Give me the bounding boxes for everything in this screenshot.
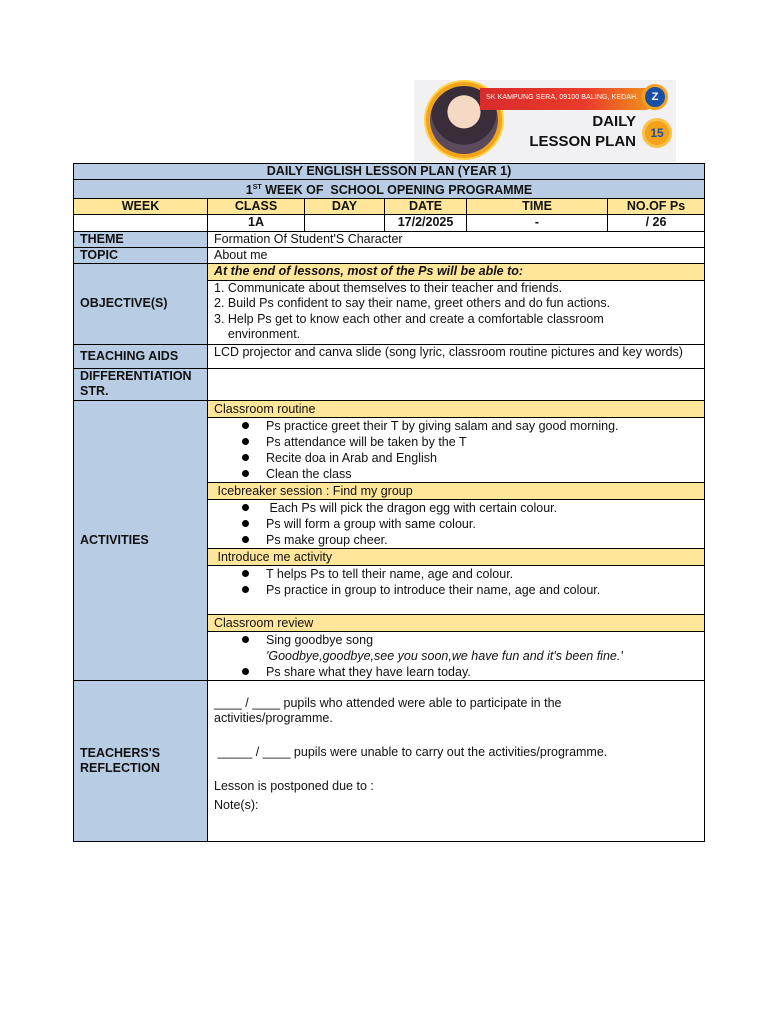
differentiation-label: DIFFERENTIATION STR. <box>74 368 208 400</box>
school-logo-icon: Z <box>642 84 668 110</box>
activities-row <box>74 400 705 680</box>
theme-value[interactable]: Formation Of Student'S Character <box>208 232 705 248</box>
routine-list <box>214 418 698 482</box>
col-day: DAY <box>305 199 385 215</box>
value-date[interactable]: 17/2/2025 <box>385 215 467 232</box>
value-class[interactable]: 1A <box>208 215 305 232</box>
list-item: Ps practice in group to introduce their name, age and colour. <box>266 582 698 598</box>
plan-title-row <box>74 164 705 180</box>
activities-cell[interactable] <box>208 400 705 680</box>
col-week: WEEK <box>74 199 208 215</box>
introduce-title: Introduce me activity <box>208 549 704 566</box>
list-item: Ps share what they have learn today. <box>266 664 698 680</box>
col-class: CLASS <box>208 199 305 215</box>
col-pupils: NO.OF Ps <box>608 199 705 215</box>
objective-cell[interactable] <box>208 264 705 345</box>
value-week[interactable] <box>74 215 208 232</box>
reflection-line-1: ____ / ____ pupils who attended were able to participate in the activities/programme. <box>214 695 562 725</box>
banner-title <box>520 112 636 152</box>
differentiation-value[interactable] <box>208 368 705 400</box>
value-day[interactable] <box>305 215 385 232</box>
differentiation-row <box>74 368 705 400</box>
list-item: Ps attendance will be taken by the T <box>266 434 698 450</box>
week-title-row <box>74 180 705 199</box>
col-time: TIME <box>467 199 608 215</box>
list-item: Ps will form a group with same colour. <box>266 516 698 532</box>
school-name: SK KAMPUNG SERA, 09100 BALING, KEDAH. <box>486 94 639 101</box>
activities-label: ACTIVITIES <box>74 400 208 680</box>
review-list-2 <box>214 664 698 680</box>
fifteen-logo-icon: 15 <box>642 118 672 148</box>
col-date: DATE <box>385 199 467 215</box>
aids-value[interactable]: LCD projector and canva slide (song lyric, classroom routine pictures and key words) <box>208 344 705 368</box>
list-item: Clean the class <box>266 466 698 482</box>
value-time[interactable]: - <box>467 215 608 232</box>
review-list <box>214 632 698 648</box>
week-suffix: ST <box>252 184 262 191</box>
column-header-row <box>74 199 705 215</box>
school-strip <box>480 88 656 110</box>
icebreaker-title: Icebreaker session : Find my group <box>208 483 704 500</box>
values-row <box>74 215 705 232</box>
objective-2: 2. Build Ps confident to say their name, greet others and do fun actions. <box>214 296 611 311</box>
objective-3: 3. Help Ps get to know each other and create a comfortable classroom <box>214 311 604 326</box>
topic-value[interactable]: About me <box>208 248 705 264</box>
list-item: Recite doa in Arab and English <box>266 450 698 466</box>
reflection-line-2: _____ / ____ pupils were unable to carry out the activities/programme. <box>214 744 608 759</box>
lesson-plan-table <box>73 163 705 842</box>
objective-1: 1. Communicate about themselves to their teacher and friends. <box>214 280 563 295</box>
topic-label: TOPIC <box>74 248 208 264</box>
reflection-line-4: Note(s): <box>214 797 259 812</box>
header-banner <box>414 80 676 162</box>
reflection-label: TEACHERS'S REFLECTION <box>74 680 208 841</box>
banner-title-line1: DAILY <box>592 113 636 130</box>
song-lyric: 'Goodbye,goodbye,see you soon,we have fun and it's been fine.' <box>266 648 623 663</box>
banner-title-line2: LESSON PLAN <box>529 133 636 150</box>
objective-3-cont: environment. <box>214 327 301 342</box>
reflection-row <box>74 680 705 841</box>
topic-row <box>74 248 705 264</box>
week-title <box>74 180 705 199</box>
theme-row <box>74 232 705 248</box>
week-title-text: WEEK OF SCHOOL OPENING PROGRAMME <box>261 183 533 198</box>
icebreaker-list <box>214 500 698 548</box>
list-item: Sing goodbye song <box>266 632 698 648</box>
value-pupils[interactable]: / 26 <box>608 215 705 232</box>
list-item: Ps practice greet their T by giving salam and say good morning. <box>266 418 698 434</box>
reflection-cell[interactable] <box>208 680 705 841</box>
aids-label: TEACHING AIDS <box>74 344 208 368</box>
routine-title: Classroom routine <box>208 401 704 418</box>
objective-intro: At the end of lessons, most of the Ps will be able to: <box>208 264 704 281</box>
plan-title: DAILY ENGLISH LESSON PLAN (YEAR 1) <box>74 164 705 180</box>
aids-row <box>74 344 705 368</box>
review-title: Classroom review <box>208 615 704 632</box>
list-item: T helps Ps to tell their name, age and colour. <box>266 566 698 582</box>
reflection-line-3: Lesson is postponed due to : <box>214 778 374 793</box>
objective-label: OBJECTIVE(S) <box>74 264 208 345</box>
list-item: Each Ps will pick the dragon egg with certain colour. <box>266 500 698 516</box>
week-number: 1 <box>245 183 253 198</box>
objective-row <box>74 264 705 345</box>
introduce-list <box>214 566 698 614</box>
theme-label: THEME <box>74 232 208 248</box>
list-item: Ps make group cheer. <box>266 532 698 548</box>
